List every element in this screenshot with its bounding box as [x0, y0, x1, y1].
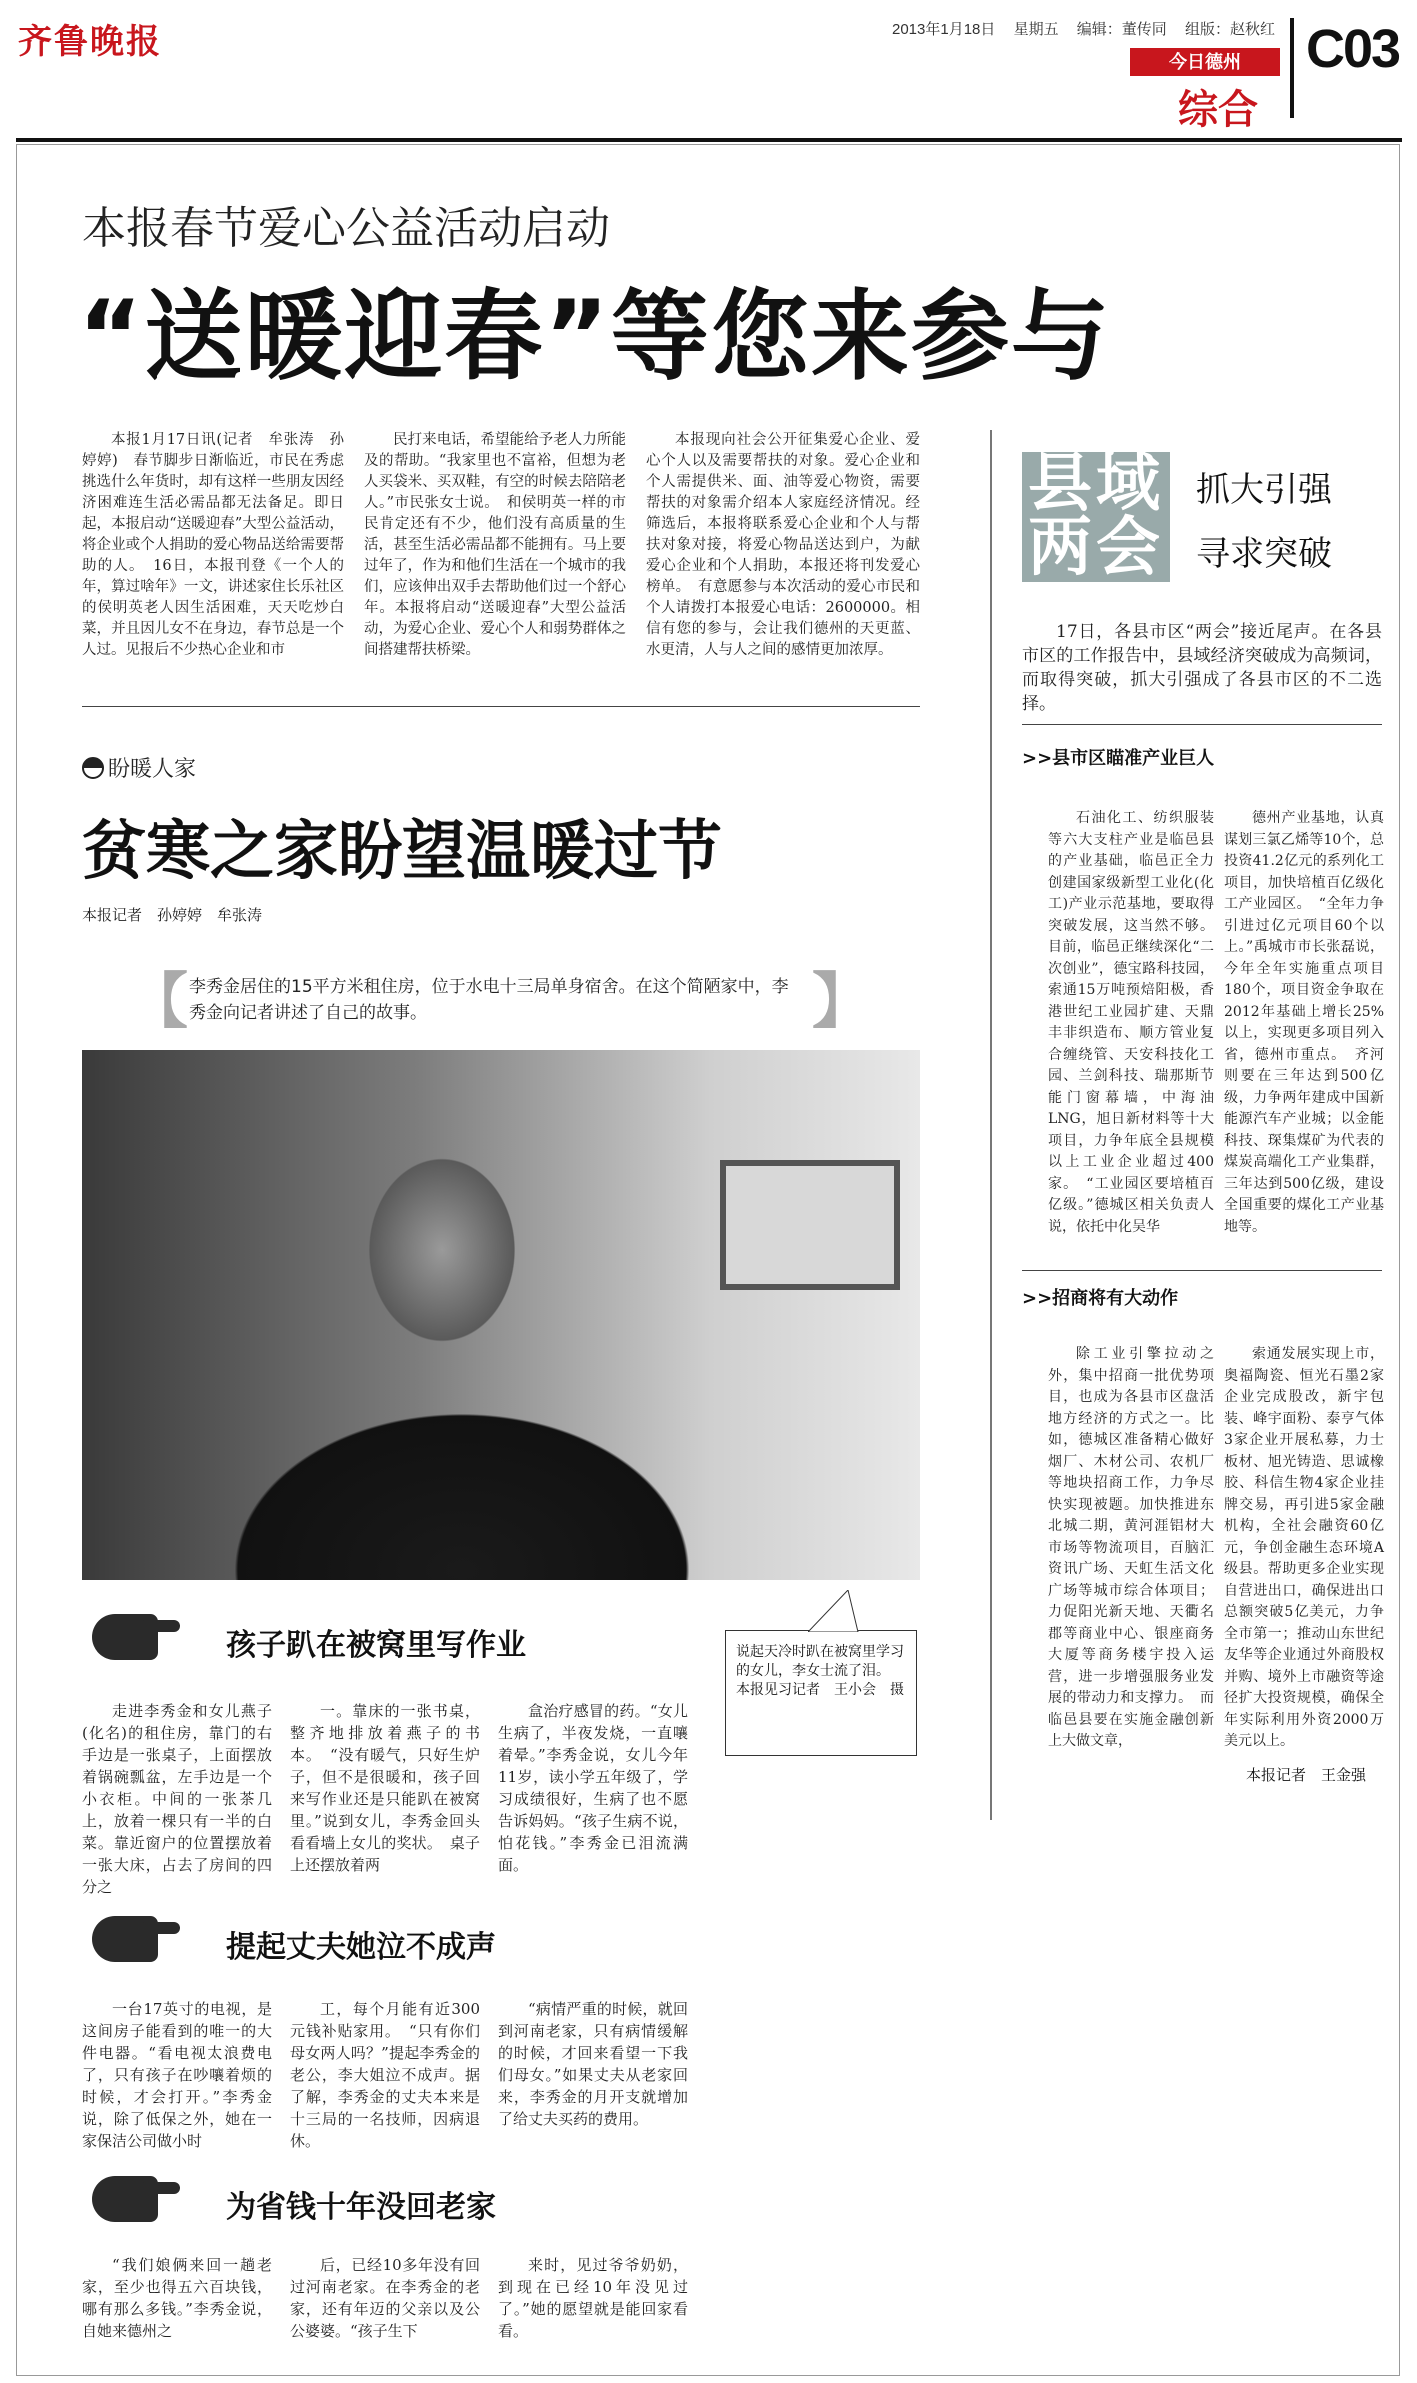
weekday: 星期五 — [1013, 21, 1059, 38]
logo-top-text: 县域 — [1028, 447, 1164, 521]
lead-col-1-text: 本报1月17日讯(记者 牟张涛 孙婷婷) 春节脚步日渐临近，市民在秀虑挑选什么年货时，却有这样一些朋友因经济困难连生活必需品都无法备足。即日起，本报启动“送暖迎春”大型公益活动，将企业或个人捐助的爱心物品送给需要帮助的人。 16日，本报刊登《一个人的年，算过啥年》一文，讲述家住长乐社区的侯明英老人因生活困难，天天吃炒白菜，并且因儿女不在身边，春节总是一个人过。见报后不少热心企业和市 — [82, 432, 344, 658]
sidebar-intro — [1022, 620, 1382, 716]
header-divider — [1290, 18, 1294, 118]
sec2-col-3-text: “病情严重的时候，就回到河南老家，只有病情缓解的时候，才回来看望一下我们母女。”如果丈夫从老家回来，李秀金的月开支就增加了给丈夫买药的费用。 — [498, 2000, 688, 2128]
sec1-col-3-text: 盒治疗感冒的药。“女儿生病了，半夜发烧，一直嚷着晕。”李秀金说，女儿今年11岁，读小学五年级了，学习成绩很好，生病了也不愿告诉妈妈。“孩子生病不说，怕花钱。”李秀金已泪流满面。 — [498, 1702, 688, 1874]
sidebar-s1-col-2-text: 德州产业基地，认真谋划三氯乙烯等10个，总投资41.2亿元的系列化工项目，加快培植百亿级化工产业园区。 “全年力争引进过亿元项目60个以上。”禹城市市长张磊说，今年全年实施重点项目180个，项目资金争取在2012年基础上增长25%以上，实现更多项目列入省，德州市重点。 齐河则要在三年达到500亿级，力争两年建成中国新能源汽车产业城；以金能科技、琛集煤矿为代表的煤炭高端化工产业集群，三年达到500亿级，建设全国重要的煤化工产业基地等。 — [1224, 810, 1384, 1235]
feature-sec2-title: 提起丈夫她泣不成声 — [226, 1930, 496, 1965]
lead-col-2-text: 民打来电话，希望能给予老人力所能及的帮助。“我家里也不富裕，但想为老人买袋米、买双鞋，有空的时候去陪陪老人。”市民张女士说。 和侯明英一样的市民肯定还有不少，他们没有高质量的生活，甚至生活必需品都不能拥有。马上要过年了，作为和他们生活在一个城市的我们，应该伸出双手去帮助他们过一个舒心年。本报将启动“送暖迎春”大型公益活动，为爱心企业、爱心个人和弱势群体之间搭建帮扶桥梁。 — [364, 432, 626, 658]
feature-byline: 本报记者 孙婷婷 牟张涛 — [82, 906, 263, 924]
photo-caption — [725, 1630, 917, 1756]
page-meta — [892, 18, 1289, 39]
lead-col-3 — [646, 430, 920, 661]
lead-kicker: 本报春节爱心公益活动启动 — [82, 203, 610, 254]
sidebar-s1-col-2 — [1224, 808, 1384, 1238]
sec1-col-3 — [498, 1700, 688, 1876]
sidebar-s2-col-1 — [1048, 1344, 1214, 1753]
lead-divider — [82, 706, 920, 707]
sec3-col-3 — [498, 2254, 688, 2342]
hand-finger-icon-2 — [140, 1922, 180, 1934]
sidebar-signature: 本报记者 王金强 — [1246, 1766, 1367, 1784]
right-bracket-icon: 】 — [812, 967, 872, 1037]
lead-col-2 — [364, 430, 626, 661]
section-tag: 今日德州 — [1130, 48, 1280, 76]
sidebar-s1-col-1-text: 石油化工、纺织服装等六大支柱产业是临邑县的产业基础，临邑正全力创建国家级新型工业化(化工)产业示范基地，要取得突破发展，这当然不够。目前，临邑正继续深化“二次创业”，德宝路科技园，索通15万吨预焙阳极，香港世纪工业园扩建、天鼎丰非织造布、顺方管业复合缠绕管、天安科技化工园、兰剑科技、瑞那斯节能门窗幕墙，中海油LNG，旭日新材料等十大项目，力争年底全县规模以上工业企业超过400家。 “工业园区要培植百亿级。”德城区相关负责人说，依托中化吴华 — [1048, 810, 1214, 1235]
feature-sec1-title: 孩子趴在被窝里写作业 — [226, 1628, 526, 1663]
sidebar-title-2: 寻求突破 — [1196, 534, 1332, 574]
editor: 编辑：董传同 — [1076, 21, 1167, 38]
rubric-dot-icon — [82, 757, 104, 779]
feature-rubric-text: 盼暖人家 — [108, 757, 197, 782]
county-sessions-logo — [1022, 447, 1170, 585]
sec3-col-2-text: 后，已经10多年没有回过河南老家。在李秀金的老家，还有年迈的父亲以及公公婆婆。“孩子生下 — [290, 2256, 480, 2340]
hand-finger-icon-3 — [140, 2182, 180, 2194]
sec1-col-2 — [290, 1700, 480, 1876]
sidebar-title-1: 抓大引强 — [1196, 470, 1332, 510]
page-number: C03 — [1306, 19, 1400, 79]
logo-bottom-text: 两会 — [1028, 511, 1164, 585]
header-rule — [16, 138, 1402, 142]
sidebar-rule-2 — [1022, 1270, 1382, 1271]
layout-editor: 组版：赵秋红 — [1184, 21, 1275, 38]
date: 2013年1月18日 — [892, 21, 996, 38]
sidebar-s2-col-2 — [1224, 1344, 1384, 1753]
lead-col-3-text: 本报现向社会公开征集爱心企业、爱心个人以及需要帮扶的对象。爱心企业和个人需提供米、面、油等爱心物资，需要帮扶的对象需介绍本人家庭经济情况。经筛选后，本报将联系爱心企业和个人与帮扶对象对接，将爱心物品送达到户，为献爱心企业和个人捐助，本报还将刊发爱心榜单。 有意愿参与本次活动的爱心市民和个人请拨打本报爱心电话：2600000。相信有您的参与，会让我们德州的天更蓝、水更清，人与人之间的感情更加浓厚。 — [646, 432, 920, 658]
section-name: 综合 — [1178, 88, 1258, 132]
sidebar-s2-col-1-text: 除工业引擎拉动之外，集中招商一批优势项目，也成为各县市区盘活地方经济的方式之一。比如，德城区准备精心做好烟厂、木材公司、农机厂等地块招商工作，力争尽快实现被题。加快推进东北城二期，黄河涯铝材大市场等物流项目，百脑汇资讯广场、天虹生活文化广场等城市综合体项目；力促阳光新天地、天衢名郡等商业中心、银座商务大厦等商务楼宇投入运营，进一步增强服务业发展的带动力和支撑力。 而临邑县要在实施金融创新上大做文章， — [1048, 1346, 1214, 1749]
sidebar-rule-1 — [1022, 724, 1382, 725]
sec3-col-1 — [82, 2254, 272, 2342]
sidebar-s2-col-2-text: 索通发展实现上市，奥福陶瓷、恒光石墨2家企业完成股改，新宇包装、峰宇面粉、泰亨气体3家企业开展私募，力士板材、旭光铸造、思诚橡胶、科信生物4家企业挂牌交易，再引进5家金融机构，全社会融资60亿元，争创金融生态环境A级县。帮助更多企业实现自营进出口，确保进出口总额突破5亿美元，力争全市第一；推动山东世纪友华等企业通过外商股权并购、境外上市融资等途径扩大投资规模，确保全年实际利用外资2000万美元以上。 — [1224, 1346, 1384, 1749]
lead-col-1 — [82, 430, 344, 661]
photo-tv-shape — [720, 1160, 900, 1290]
sec3-col-2 — [290, 2254, 480, 2342]
sidebar-heading-2: >>招商将有大动作 — [1022, 1288, 1179, 1309]
sec1-col-2-text: 一。靠床的一张书桌，整齐地排放着燕子的书本。 “没有暖气，只好生炉子，但不是很暖和，孩子回来写作业还是只能趴在被窝里。”说到女儿，李秀金回头看看墙上女儿的奖状。 桌子上还摆放着两 — [290, 1702, 480, 1874]
sidebar-heading-1: >>县市区瞄准产业巨人 — [1022, 748, 1215, 769]
left-bracket-icon: 【 — [128, 967, 188, 1037]
caption-pointer-icon — [808, 1590, 868, 1632]
feature-lead-text: 李秀金居住的15平方米租住房，位于水电十三局单身宿舍。在这个简陋家中，李秀金向记者讲述了自己的故事。 — [189, 977, 789, 1023]
sec3-col-1-text: “我们娘俩来回一趟老家，至少也得五六百块钱，哪有那么多钱。”李秀金说，自她来德州之 — [82, 2256, 272, 2340]
sec2-col-1 — [82, 1998, 272, 2152]
sec1-col-1-text: 走进李秀金和女儿燕子(化名)的租住房，靠门的右手边是一张桌子，上面摆放着锅碗瓢盆，左手边是一个小衣柜。中间的一张茶几上，放着一棵只有一半的白菜。靠近窗户的位置摆放着一张大床，占去了房间的四分之 — [82, 1702, 272, 1896]
feature-sec3-title: 为省钱十年没回老家 — [226, 2190, 496, 2225]
sidebar-intro-text: 17日，各县市区“两会”接近尾声。在各县市区的工作报告中，县域经济突破成为高频词，而取得突破，抓大引强成了各县市区的不二选择。 — [1022, 622, 1382, 714]
feature-lead — [135, 966, 825, 1030]
sec1-col-1 — [82, 1700, 272, 1898]
sec2-col-2-text: 工，每个月能有近300元钱补贴家用。 “只有你们母女两人吗？”提起李秀金的老公，李大姐泣不成声。据了解，李秀金的丈夫本来是十三局的一名技师，因病退休。 — [290, 2000, 480, 2150]
sidebar-divider — [990, 430, 992, 1820]
masthead-logo: 齐鲁晚报 — [18, 22, 162, 62]
feature-photo — [82, 1050, 920, 1580]
photo-caption-text: 说起天冷时趴在被窝里学习的女儿，李女士流了泪。 本报见习记者 王小会 摄 — [736, 1644, 904, 1698]
lead-headline: “送暖迎春”等您来参与 — [78, 280, 1111, 394]
hand-finger-icon-1 — [140, 1620, 180, 1632]
sec2-col-1-text: 一台17英寸的电视，是这间房子能看到的唯一的大件电器。“看电视太浪费电了，只有孩子在吵嚷着烦的时候，才会打开。”李秀金说，除了低保之外，她在一家保洁公司做小时 — [82, 2000, 272, 2150]
sec3-col-3-text: 来时，见过爷爷奶奶，到现在已经10年没见过了。”她的愿望就是能回家看看。 — [498, 2256, 688, 2340]
sidebar-s1-col-1 — [1048, 808, 1214, 1238]
sec2-col-2 — [290, 1998, 480, 2152]
feature-headline: 贫寒之家盼望温暖过节 — [82, 815, 722, 889]
sec2-col-3 — [498, 1998, 688, 2130]
feature-rubric — [82, 752, 196, 783]
